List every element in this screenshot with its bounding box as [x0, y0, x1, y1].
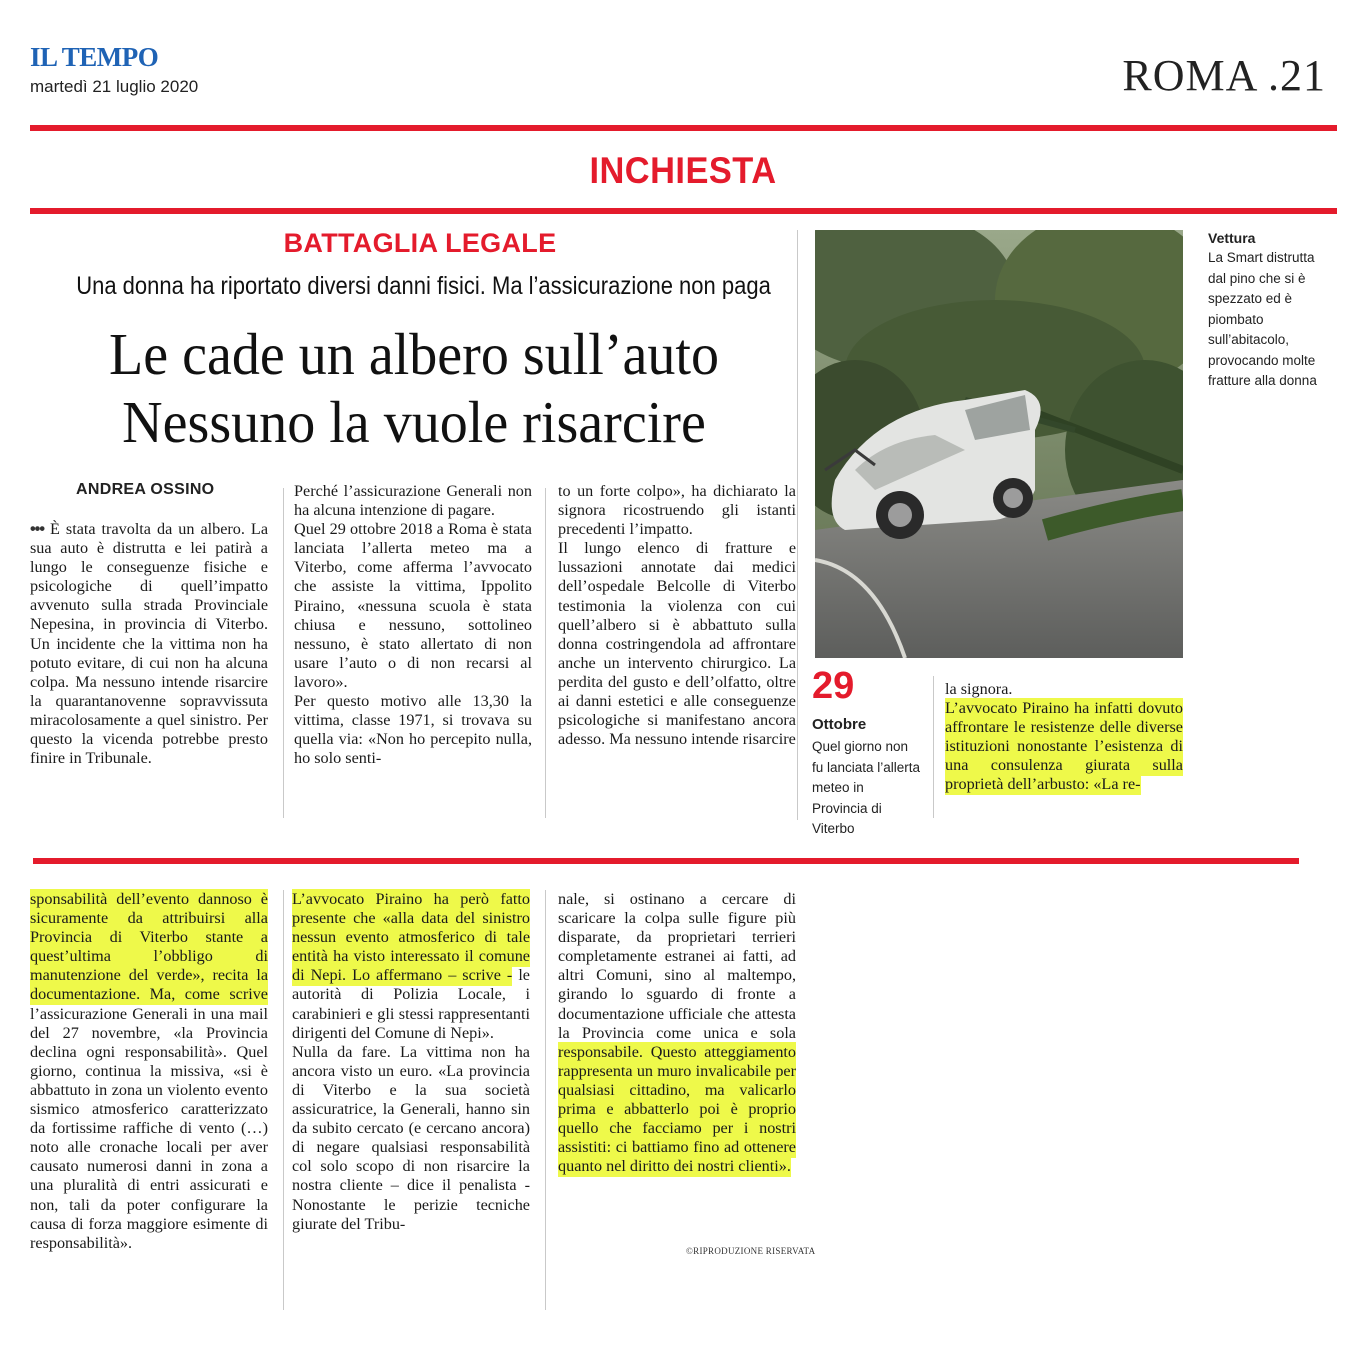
continuation-text: le autorità di Polizia Locale, i carabinieri e gli stessi rappresentanti dirigenti del Comune di Nepi». — [292, 966, 530, 1042]
column-2-paragraph: Per questo motivo alle 13,30 la vittima, classe 1971, si trovava su quella via: «Non ho percepito nulla, ho solo senti- — [294, 692, 532, 768]
column-divider — [283, 890, 284, 1310]
column-divider — [933, 676, 934, 818]
column-3 — [558, 482, 796, 749]
continuation-paragraph: Nulla da fare. La vittima non ha ancora visto un euro. «La provincia di Viterbo e la sua società assicuratrice, la Generali, hanno sin da subito cercato (e cercano ancora) di negare qualsiasi responsabilità col solo scopo di non risarcire la nostra cliente – dice il penalista - Nonostante le perizie tecniche giurate del Tribu- — [292, 1042, 530, 1233]
side-box-number: 29 — [812, 665, 855, 707]
column-2-paragraph: Perché l’assicurazione Generali non ha alcuna intenzione di pagare. — [294, 482, 532, 520]
section-title: INCHIESTA — [589, 150, 777, 191]
column-divider — [797, 230, 798, 820]
column-1 — [30, 520, 268, 768]
byline: ANDREA OSSINO — [76, 481, 215, 498]
column-2-paragraph: Quel 29 ottobre 2018 a Roma è stata lanciata l’allerta meteo ma a Viterbo, come afferma l’avvocato che assiste la vittima, Ippolito Piraino, «nessuna scuola è stata chiusa e nessuno, sottolineo nessuno, è stato allertato di non usare l’auto o di non recarsi al lavoro». — [294, 520, 532, 691]
highlighted-text: L’avvocato Piraino ha però fatto presente che «alla data del sinistro nessun evento atmosferico di tale entità ha visto interessato il comune di Nepi. Lo affermano – scrive - — [292, 890, 530, 985]
column-4-text: la signora. — [945, 680, 1013, 698]
side-box-month: Ottobre — [812, 716, 867, 733]
continuation-column-1 — [30, 890, 268, 1253]
photo-caption-body: La Smart distrutta dal pino che si è spezzato ed è piombato sull’abitacolo, provocando molte fratture alla donna — [1208, 250, 1317, 388]
highlighted-text: sponsabilità dell’evento dannoso è sicuramente da attribuirsi alla Provincia di Viterbo stante a quest’ultima l’obbligo di manutenzione del verde», recita la documentazione. Ma, come scrive — [30, 890, 268, 1004]
column-2 — [294, 482, 532, 768]
top-rule — [30, 125, 1337, 131]
continuation-rule — [33, 858, 1299, 864]
column-1-text: È stata travolta da un albero. La sua auto è distrutta e lei patirà a lungo le conseguenze fisiche e psicologiche di quell’impatto avvenuto sulla strada Provinciale Nepesina, in provincia di Viterbo. Un incidente che la vittima non ha potuto evitare, di cui non ha alcuna colpa. Ma nessuno intende risarcire la quarantanovenne sopravvissuta miracolosamente a quel sinistro. Per questo la vicenda potrebbe presto finire in Tribunale. — [30, 520, 268, 768]
headline-line-1: Le cade un albero sull’auto — [108, 321, 720, 387]
issue-date: martedì 21 luglio 2020 — [30, 77, 199, 96]
car-illustration — [815, 230, 1183, 658]
copyright-notice: ©RIPRODUZIONE RISERVATA — [686, 1246, 816, 1256]
newspaper-logo: IL TEMPO — [30, 42, 159, 72]
section-rule — [30, 208, 1337, 214]
continuation-column-3 — [558, 890, 796, 1176]
photo-caption-title: Vettura — [1208, 230, 1256, 246]
side-box-text: Quel giorno non fu lanciata l’allerta meteo in Provincia di Viterbo — [812, 739, 921, 836]
column-3-paragraph: Il lungo elenco di fratture e lussazioni annotate dai medici dell’ospedale Belcolle di Viterbo testimonia la violenza con cui quell’albero si è abbattuto sulla donna costringendola ad affrontare anche un intervento chirurgico. La perdita del gusto e dell’olfatto, oltre ai danni estetici e alle conseguenze psicologiche si manifestano ancora adesso. Ma nessuno intende risarcire — [558, 539, 796, 749]
continuation-column-2 — [292, 890, 530, 1234]
article-kicker: BATTAGLIA LEGALE — [283, 228, 557, 258]
column-divider — [545, 890, 546, 1310]
article-headline — [44, 320, 785, 456]
bullet-marker: ••• — [30, 520, 45, 538]
continuation-text: nale, si ostinano a cercare di scaricare la colpa sulle figure più disparate, da proprietari terrieri completamente estranei ai fatti, ad altri Comuni, sino al maltempo, girando lo sguardo di fronte a documentazione ufficiale che attesta la Provincia come unica e sola — [558, 890, 796, 1042]
column-divider — [283, 488, 284, 818]
page-label: ROMA .21 — [1122, 51, 1326, 100]
highlighted-text: responsabile. Questo atteggiamento rappresenta un muro invalicabile per qualsiasi cittadino, ma valicarlo prima e abbatterlo poi è proprio quello che facciamo per i nostri assistiti: ci battiamo fino ad ottenere quanto nel diritto dei nostri clienti». — [558, 1042, 796, 1176]
article-subtitle: Una donna ha riportato diversi danni fisici. Ma l’assicurazione non paga — [76, 272, 771, 300]
column-3-paragraph: to un forte colpo», ha dichiarato la signora ricostruendo gli istanti precedenti l’impatto. — [558, 482, 796, 539]
headline-line-2: Nessuno la vuole risarcire — [122, 389, 706, 455]
column-4 — [945, 680, 1183, 795]
continuation-text: l’assicurazione Generali in una mail del 27 novembre, «la Provincia declina ogni responsabilità». Quel giorno, continua la missiva, «si è abbattuto in zona un violento evento sismico atmosferico caratterizzato da fortissime raffiche di vento (…) noto alle cronache locali per aver causato numerosi danni in zona a una pluralità di entri assicurati e non, tali da poter configurare la causa di forza maggiore esimente di responsabilità». — [30, 1004, 268, 1252]
highlighted-text: L’avvocato Piraino ha infatti dovuto affrontare le resistenze delle diverse istituzioni nonostante l’esistenza di una consulenza giurata sulla proprietà dell’arbusto: «La re- — [945, 699, 1183, 794]
column-divider — [545, 488, 546, 818]
crashed-car-photo — [815, 230, 1183, 658]
